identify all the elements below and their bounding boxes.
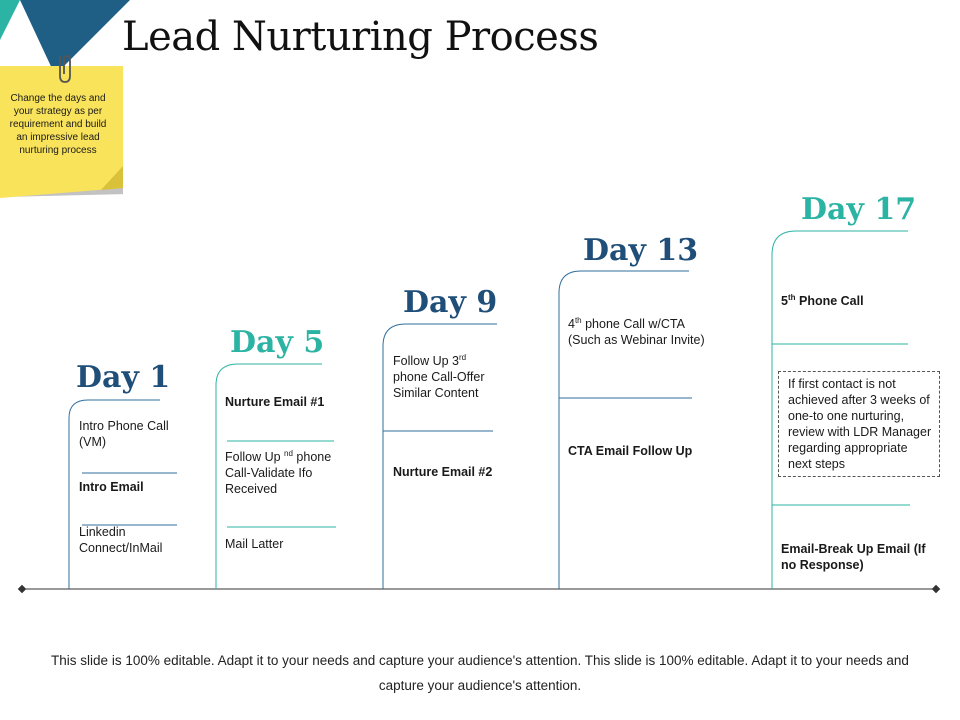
sticky-note-text: Change the days and your strategy as per requirement and build an impressive lead nurturing process <box>9 93 107 156</box>
page-title: Lead Nurturing Process <box>122 14 599 60</box>
day-17-item-3: Email-Break Up Email (If no Response) <box>781 542 926 572</box>
day-9-item-2: Nurture Email #2 <box>393 465 493 479</box>
day-13-item-1: 4th phone Call w/CTA (Such as Webinar Invite) <box>568 315 705 347</box>
timeline-start-marker <box>18 585 26 593</box>
day-5-label: Day 5 <box>230 325 325 360</box>
day-1-item-3: Linkedin Connect/InMail <box>79 525 163 555</box>
day-17-item-1: 5th Phone Call <box>781 292 864 308</box>
day-13-item-2: CTA Email Follow Up <box>568 444 693 458</box>
footer-text: This slide is 100% editable. Adapt it to your needs and capture your audience's attention. This slide is 100% editable. Adapt it to your needs and capture your audience's attention. <box>51 653 909 693</box>
day-9-label: Day 9 <box>403 285 498 320</box>
day-13-label: Day 13 <box>583 233 699 268</box>
day-17-label: Day 17 <box>801 192 917 227</box>
day-5-item-1: Nurture Email #1 <box>225 395 325 409</box>
day-1-item-2: Intro Email <box>79 480 144 494</box>
timeline-end-marker <box>932 585 940 593</box>
day-5-item-2: Follow Up $^{nd}$ phone Call-Validate Ifo Received <box>225 448 332 496</box>
day-1-item-1: Intro Phone Call (VM) <box>79 419 169 449</box>
day-5-item-3: Mail Latter <box>225 537 284 551</box>
day-1-label: Day 1 <box>76 360 171 395</box>
day-9-item-1: Follow Up 3rd phone Call-Offer Similar Content <box>393 352 485 400</box>
day-17-review-box: If first contact is not achieved after 3 weeks of one-to one nurturing, review with LDR Manager regarding appropriate next steps <box>778 371 940 477</box>
